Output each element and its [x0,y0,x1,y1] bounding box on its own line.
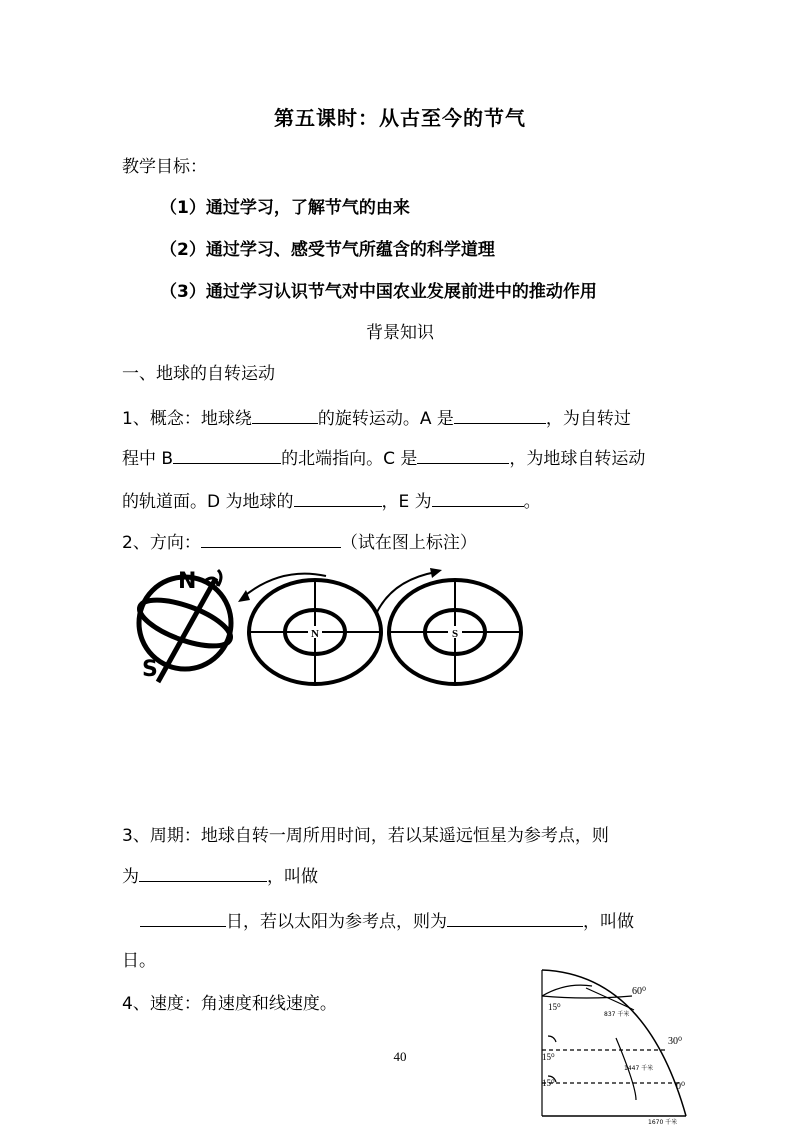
direction-line [122,528,477,553]
concept-text: 程中 B [122,449,174,469]
angle-mark [548,1036,556,1042]
outer-arc [542,970,686,1116]
speed-label: 837 千米 [604,1011,630,1018]
speed-label: 1447 千米 [624,1065,654,1072]
period-text: ，叫做 [267,867,318,887]
earth-rotation-figure [130,568,530,693]
arrow-head-icon [430,568,442,578]
globe-equator [134,591,236,656]
objectives-heading: 教学目标： [122,157,207,177]
lat-0-label: 0⁰ [676,1081,686,1092]
fill-blank[interactable] [294,489,382,507]
fill-blank[interactable] [454,406,546,424]
north-pole-label: N [311,628,319,640]
concept-line-2 [122,444,645,469]
background-heading: 背景知识 [366,323,434,343]
direction-label: 2、方向： [122,533,201,553]
angle-label: 15⁰ [542,1052,555,1062]
page-title: 第五课时：从古至今的节气 [274,106,526,130]
fill-blank[interactable] [447,909,583,927]
rotation-arrow-right [376,572,436,614]
period-line-4: 日。 [122,951,156,971]
period-line-2 [122,862,318,887]
angle-label: 15⁰ [542,1078,555,1088]
objective-item: （3）通过学习认识节气对中国农业发展前进中的推动作用 [160,282,597,302]
speed-label: 1670 千米 [648,1119,678,1126]
section-heading: 一、地球的自转运动 [122,364,275,384]
south-pole-label: S [451,628,459,640]
concept-text: 。 [523,492,541,512]
angle-label: 15⁰ [548,1002,561,1012]
concept-text: 的北端指向。C 是 [281,449,418,469]
concept-line-1 [122,404,631,429]
arc-upper [542,985,592,996]
concept-text: 1、概念：地球绕 [122,409,252,429]
speed-line: 4、速度：角速度和线速度。 [122,994,337,1014]
period-text: 日，若以太阳为参考点，则为 [226,912,447,932]
direction-note: （试在图上标注） [340,533,477,553]
concept-text: 的轨道面。D 为地球的 [122,492,294,512]
concept-text: ，为自转过 [545,409,631,429]
objective-item: （2）通过学习、感受节气所蕴含的科学道理 [160,240,495,260]
lat-30-label: 30⁰ [668,1036,683,1047]
objective-item: （1）通过学习，了解节气的由来 [160,198,410,218]
fill-blank[interactable] [140,909,226,927]
arrow-head-icon [238,590,250,602]
quarter-sphere [542,970,686,1116]
fill-blank[interactable] [432,489,524,507]
period-line-3 [122,907,634,932]
concept-text: ，为地球自转运动 [509,449,646,469]
concept-text: ，E 为 [381,492,432,512]
north-label: N [178,569,197,594]
page-number: 40 [393,1049,407,1064]
fill-blank[interactable] [173,446,281,464]
fill-blank[interactable] [252,406,318,424]
lat-60-label: 60⁰ [632,986,647,997]
concept-text: 的旋转运动。A 是 [317,409,454,429]
south-label: S [142,657,158,682]
period-text: ，叫做 [583,912,634,932]
fill-blank[interactable] [201,530,341,548]
rotation-speed-figure [536,966,706,1126]
fill-blank[interactable] [417,446,509,464]
fill-blank[interactable] [139,864,267,882]
period-line-1: 3、周期：地球自转一周所用时间，若以某遥远恒星为参考点，则 [122,826,609,846]
period-text: 为 [122,867,139,887]
concept-line-3 [122,487,541,512]
